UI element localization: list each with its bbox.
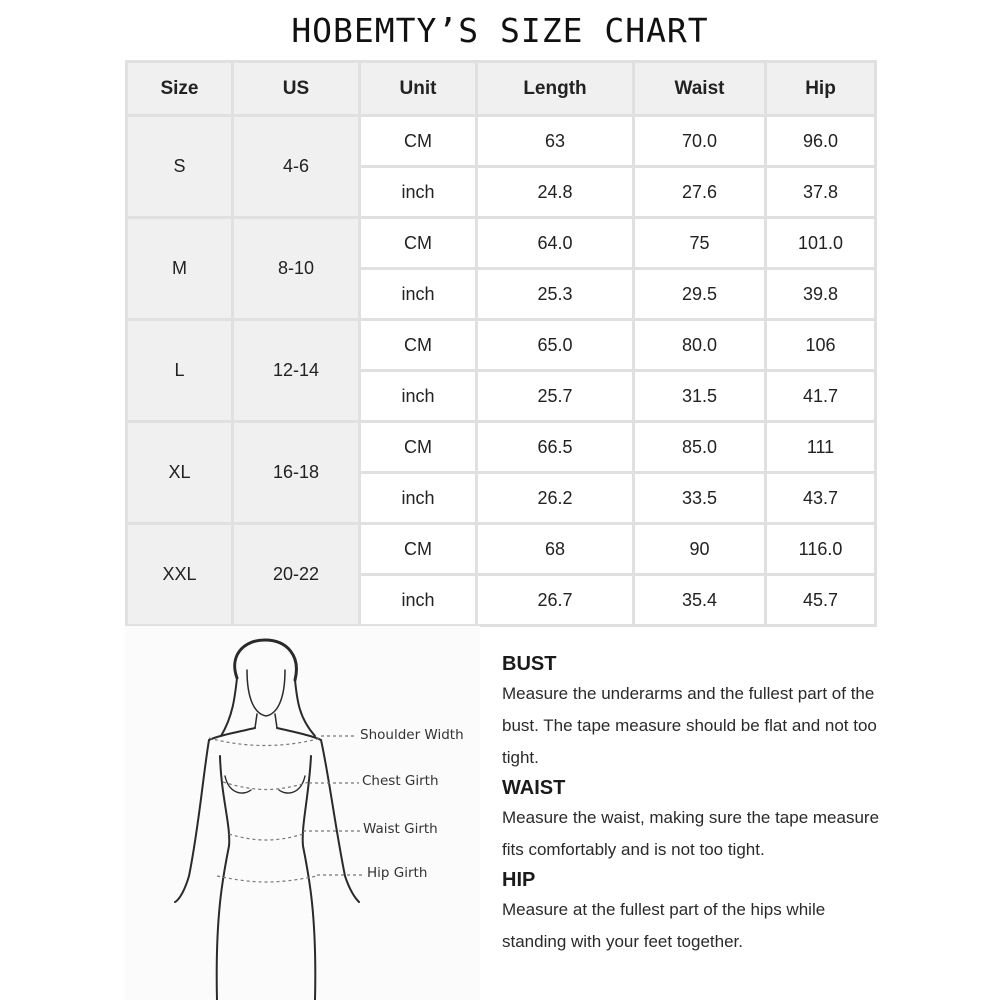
waist-cell: 35.4 xyxy=(634,575,766,626)
unit-cell: CM xyxy=(360,524,477,575)
length-cell: 25.7 xyxy=(477,371,634,422)
us-size-cell: 20-22 xyxy=(233,524,360,626)
bust-heading: BUST xyxy=(502,653,557,675)
us-size-cell: 12-14 xyxy=(233,320,360,422)
hip-cell: 116.0 xyxy=(766,524,876,575)
size-cell: M xyxy=(127,218,233,320)
length-cell: 26.2 xyxy=(477,473,634,524)
unit-cell: inch xyxy=(360,371,477,422)
unit-cell: inch xyxy=(360,269,477,320)
waist-cell: 27.6 xyxy=(634,167,766,218)
hip-cell: 37.8 xyxy=(766,167,876,218)
length-cell: 66.5 xyxy=(477,422,634,473)
hip-instructions: Measure at the fullest part of the hips while standing with your feet together. xyxy=(502,900,826,951)
header-hip: Hip xyxy=(766,62,876,116)
length-cell: 68 xyxy=(477,524,634,575)
table-row xyxy=(127,422,876,473)
us-size-cell: 4-6 xyxy=(233,116,360,218)
body-silhouette-illustration xyxy=(125,626,480,1000)
waist-cell: 90 xyxy=(634,524,766,575)
waist-cell: 29.5 xyxy=(634,269,766,320)
table-header-row xyxy=(127,62,876,116)
waist-cell: 70.0 xyxy=(634,116,766,167)
size-cell: S xyxy=(127,116,233,218)
unit-cell: CM xyxy=(360,116,477,167)
shoulder-width-label: Shoulder Width xyxy=(360,727,464,743)
bust-instructions: Measure the underarms and the fullest part of the bust. The tape measure should be flat and not too tight. xyxy=(502,684,877,767)
unit-cell: CM xyxy=(360,218,477,269)
shoulder-measure-line xyxy=(209,738,321,746)
waist-measure-line xyxy=(229,834,303,840)
length-cell: 26.7 xyxy=(477,575,634,626)
us-size-cell: 8-10 xyxy=(233,218,360,320)
size-chart-table xyxy=(125,60,877,627)
hip-cell: 101.0 xyxy=(766,218,876,269)
waist-heading: WAIST xyxy=(502,777,566,799)
us-size-cell: 16-18 xyxy=(233,422,360,524)
table-row xyxy=(127,524,876,575)
unit-cell: CM xyxy=(360,320,477,371)
size-cell: L xyxy=(127,320,233,422)
waist-cell: 80.0 xyxy=(634,320,766,371)
chest-measure-line xyxy=(223,782,309,790)
chest-girth-label: Chest Girth xyxy=(362,773,439,789)
page-title: HOBEMTY’S SIZE CHART xyxy=(291,11,709,50)
hip-cell: 41.7 xyxy=(766,371,876,422)
header-length: Length xyxy=(477,62,634,116)
table-row xyxy=(127,116,876,167)
measurement-instructions xyxy=(502,650,882,958)
size-cell: XL xyxy=(127,422,233,524)
table-row xyxy=(127,218,876,269)
hip-cell: 106 xyxy=(766,320,876,371)
hip-cell: 39.8 xyxy=(766,269,876,320)
header-waist: Waist xyxy=(634,62,766,116)
unit-cell: inch xyxy=(360,575,477,626)
waist-cell: 31.5 xyxy=(634,371,766,422)
waist-cell: 33.5 xyxy=(634,473,766,524)
table-row xyxy=(127,320,876,371)
hip-cell: 43.7 xyxy=(766,473,876,524)
hip-heading: HIP xyxy=(502,869,536,891)
header-us: US xyxy=(233,62,360,116)
length-cell: 65.0 xyxy=(477,320,634,371)
hip-girth-label: Hip Girth xyxy=(367,865,428,881)
waist-cell: 75 xyxy=(634,218,766,269)
length-cell: 24.8 xyxy=(477,167,634,218)
hip-cell: 45.7 xyxy=(766,575,876,626)
header-size: Size xyxy=(127,62,233,116)
unit-cell: inch xyxy=(360,473,477,524)
hip-measure-line xyxy=(217,876,317,882)
body-measurement-figure xyxy=(125,626,480,1000)
length-cell: 63 xyxy=(477,116,634,167)
size-cell: XXL xyxy=(127,524,233,626)
waist-instructions: Measure the waist, making sure the tape measure fits comfortably and is not too tight. xyxy=(502,808,880,859)
unit-cell: CM xyxy=(360,422,477,473)
header-unit: Unit xyxy=(360,62,477,116)
waist-cell: 85.0 xyxy=(634,422,766,473)
length-cell: 64.0 xyxy=(477,218,634,269)
hip-cell: 111 xyxy=(766,422,876,473)
length-cell: 25.3 xyxy=(477,269,634,320)
unit-cell: inch xyxy=(360,167,477,218)
hip-cell: 96.0 xyxy=(766,116,876,167)
waist-girth-label: Waist Girth xyxy=(363,821,438,837)
